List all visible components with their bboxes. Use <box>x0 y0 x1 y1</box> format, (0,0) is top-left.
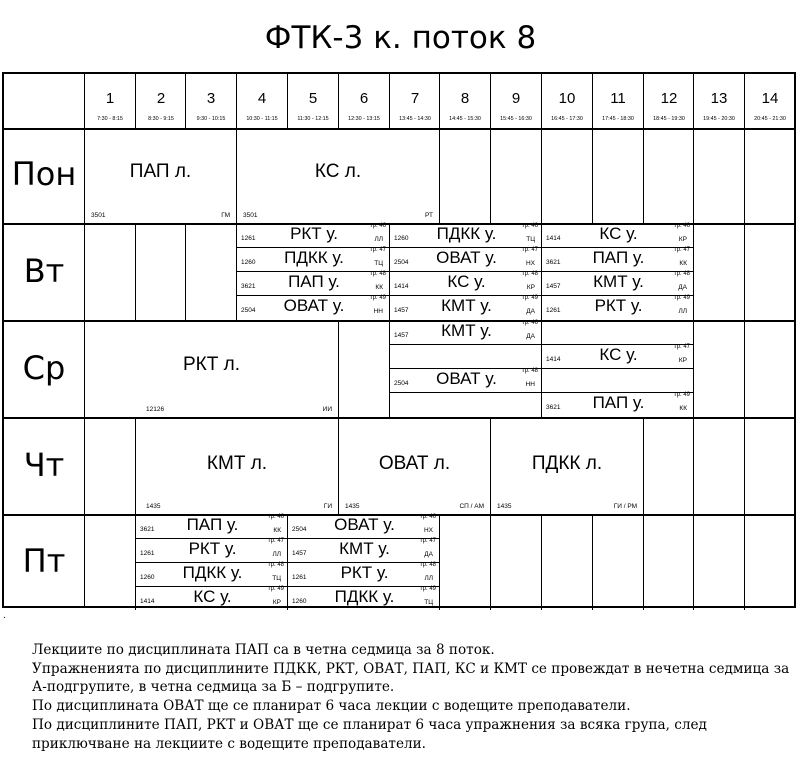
grid-line <box>338 320 339 417</box>
column-time: 8:30 - 9:15 <box>148 116 174 122</box>
exercise-room: 1260 <box>241 259 256 266</box>
grid-line <box>338 74 339 128</box>
column-time: 10:30 - 11:15 <box>246 116 278 122</box>
exercise-group: гр. 47 <box>420 538 436 544</box>
lecture-cell[interactable] <box>339 418 490 514</box>
exercise-room: 3621 <box>546 259 561 266</box>
lecture-room: 1435 <box>497 503 512 510</box>
exercise-name: ОВАТ у. <box>334 515 395 534</box>
exercise-group: гр. 46 <box>268 514 284 520</box>
exercise-name: ПДКК у. <box>182 563 243 582</box>
exercise-professor: ДА <box>424 551 433 558</box>
column-number: 2 <box>156 90 166 107</box>
grid-line <box>693 417 694 514</box>
note-line: Упражненията по дисциплините ПДКК, РКТ, ОВАТ, ПАП, КС и КМТ се провеждат в нечетна седмица за А-подгрупите, в четна седмица за Б – подгрупите. <box>32 660 790 696</box>
grid-line <box>693 223 694 320</box>
grid-line <box>744 417 745 514</box>
grid-line <box>592 74 593 128</box>
exercise-cell[interactable] <box>237 247 389 271</box>
exercise-cell[interactable] <box>237 295 389 319</box>
lecture-name: КМТ л. <box>206 453 268 474</box>
day-label-monday: Пон <box>11 155 77 193</box>
column-number: 5 <box>308 90 318 107</box>
exercise-room: 1260 <box>394 235 409 242</box>
exercise-group: гр. 49 <box>674 295 690 301</box>
exercise-name: КМТ у. <box>441 296 492 315</box>
grid-line <box>643 128 644 223</box>
exercise-cell[interactable] <box>390 320 541 344</box>
exercise-group: гр. 47 <box>674 247 690 253</box>
exercise-room: 1457 <box>394 307 409 314</box>
exercise-room: 3621 <box>241 283 256 290</box>
day-label-friday: Пт <box>22 542 66 580</box>
column-number: 13 <box>710 90 728 107</box>
note-line: Лекциите по дисциплината ПАП са в четна седмица за 8 поток. <box>32 642 495 658</box>
grid-line <box>439 74 440 128</box>
exercise-professor: КР <box>678 357 687 364</box>
exercise-group: гр. 49 <box>674 392 690 398</box>
exercise-cell[interactable] <box>288 538 439 562</box>
exercise-room: 2504 <box>394 380 409 387</box>
lecture-cell[interactable] <box>237 129 439 223</box>
exercise-professor: ЛЛ <box>272 551 281 558</box>
column-number: 14 <box>761 90 779 107</box>
grid-line <box>490 128 491 223</box>
exercise-professor: КК <box>679 260 687 267</box>
column-number: 3 <box>206 90 216 107</box>
column-number: 4 <box>257 90 267 107</box>
exercise-room: 1261 <box>546 307 561 314</box>
exercise-name: КС у. <box>193 587 232 606</box>
exercise-professor: КК <box>679 405 687 412</box>
grid-line <box>643 417 644 514</box>
lecture-room: 3501 <box>91 212 106 219</box>
exercise-professor: ТЦ <box>374 260 383 267</box>
exercise-cell[interactable] <box>136 586 287 610</box>
column-number: 12 <box>660 90 678 107</box>
lecture-cell[interactable] <box>85 129 236 223</box>
exercise-group: гр. 48 <box>370 271 386 277</box>
grid-line <box>541 514 542 610</box>
exercise-professor: НХ <box>423 527 433 534</box>
exercise-name: КМТ у. <box>593 272 644 291</box>
exercise-cell[interactable] <box>390 223 541 247</box>
column-number: 8 <box>460 90 470 107</box>
grid-line <box>135 223 136 320</box>
exercise-cell[interactable] <box>288 562 439 586</box>
exercise-room: 1261 <box>292 574 307 581</box>
exercise-cell[interactable] <box>237 271 389 295</box>
exercise-professor: ТЦ <box>272 575 281 582</box>
exercise-cell[interactable] <box>136 562 287 586</box>
exercise-name: КС у. <box>447 272 486 291</box>
exercise-professor: КР <box>526 284 535 291</box>
day-label-wednesday: Ср <box>22 349 66 387</box>
exercise-room: 1414 <box>546 356 561 363</box>
exercise-group: гр. 46 <box>674 223 690 229</box>
lecture-room: 1435 <box>345 503 360 510</box>
exercise-cell[interactable] <box>136 538 287 562</box>
exercise-group: гр. 46 <box>420 514 436 520</box>
day-label-thursday: Чт <box>23 446 65 484</box>
exercise-room: 1414 <box>140 598 155 605</box>
day-label-tuesday: Вт <box>23 252 65 290</box>
footnote-marker: . <box>3 610 6 621</box>
exercise-professor: КР <box>272 599 281 606</box>
exercise-room: 1261 <box>140 550 155 557</box>
exercise-cell[interactable] <box>288 514 439 538</box>
exercise-name: ПАП у. <box>288 272 340 291</box>
exercise-professor: ДА <box>526 333 535 340</box>
exercise-cell[interactable] <box>288 586 439 610</box>
exercise-room: 1457 <box>546 283 561 290</box>
exercise-professor: ЛЛ <box>424 575 433 582</box>
exercise-professor: НН <box>373 308 383 315</box>
page-title: ФТК-3 к. поток 8 <box>264 20 537 56</box>
exercise-room: 1457 <box>394 332 409 339</box>
column-time: 11:30 - 12:15 <box>297 116 329 122</box>
exercise-name: ОВАТ у. <box>436 248 497 267</box>
exercise-room: 1261 <box>241 235 256 242</box>
exercise-group: гр. 49 <box>522 295 538 301</box>
exercise-room: 1414 <box>394 283 409 290</box>
lecture-professor: ИИ <box>322 406 332 413</box>
grid-line <box>744 320 745 417</box>
exercise-room: 3621 <box>140 526 155 533</box>
grid-line <box>693 514 694 610</box>
grid-line <box>287 74 288 128</box>
column-time: 17:45 - 18:30 <box>602 116 634 122</box>
exercise-name: РКТ у. <box>290 224 338 243</box>
exercise-group: гр. 48 <box>420 562 436 568</box>
exercise-name: РКТ у. <box>188 539 237 558</box>
exercise-room: 2504 <box>292 526 307 533</box>
exercise-professor: ТЦ <box>424 599 433 606</box>
exercise-name: ОВАТ у. <box>283 296 345 315</box>
lecture-cell[interactable] <box>85 321 338 417</box>
exercise-name: КМТ у. <box>441 321 492 340</box>
exercise-group: гр. 48 <box>522 368 538 374</box>
exercise-room: 2504 <box>241 307 256 314</box>
exercise-cell[interactable] <box>542 247 693 271</box>
exercise-group: гр. 49 <box>268 586 284 592</box>
grid-line <box>744 74 745 128</box>
exercise-professor: КР <box>678 236 687 243</box>
exercise-cell[interactable] <box>390 247 541 271</box>
exercise-name: ОВАТ у. <box>436 369 497 388</box>
exercise-group: гр. 47 <box>674 344 690 350</box>
column-time: 7:30 - 8:15 <box>97 116 123 122</box>
exercise-cell[interactable] <box>136 514 287 538</box>
lecture-professor: РТ <box>424 212 433 219</box>
exercise-group: гр. 49 <box>370 295 386 301</box>
column-time: 16:45 - 17:30 <box>551 116 583 122</box>
lecture-room: 12126 <box>146 406 165 413</box>
exercise-group: гр. 48 <box>522 271 538 277</box>
exercise-cell[interactable] <box>542 295 693 319</box>
exercise-name: ПАП у. <box>186 515 239 534</box>
lecture-professor: ГИ / РМ <box>613 503 637 510</box>
exercise-group: гр. 46 <box>522 223 538 229</box>
exercise-room: 1414 <box>546 235 561 242</box>
grid-line <box>693 128 694 223</box>
lecture-name: ОВАТ л. <box>378 453 451 474</box>
exercise-professor: ЛЛ <box>678 308 687 315</box>
exercise-cell[interactable] <box>390 271 541 295</box>
exercise-group: гр. 46 <box>370 223 386 229</box>
lecture-room: 1435 <box>146 503 161 510</box>
column-time: 15:45 - 16:30 <box>500 116 532 122</box>
column-number: 9 <box>511 90 521 107</box>
column-number: 10 <box>558 90 576 107</box>
grid-line <box>643 514 644 610</box>
grid-line <box>490 74 491 128</box>
exercise-professor: КК <box>375 284 383 291</box>
lecture-name: КС л. <box>314 161 362 182</box>
exercise-room: 2504 <box>394 259 409 266</box>
exercise-professor: НХ <box>525 260 535 267</box>
lecture-cell[interactable] <box>491 418 643 514</box>
grid-line <box>744 514 745 610</box>
exercise-group: гр. 46 <box>522 320 538 326</box>
column-time: 12:30 - 13:15 <box>348 116 380 122</box>
grid-line <box>592 128 593 223</box>
lecture-cell[interactable] <box>136 418 338 514</box>
exercise-cell[interactable] <box>542 271 693 295</box>
grid-line <box>490 514 491 610</box>
exercise-cell[interactable] <box>542 223 693 247</box>
schedule-table <box>2 72 796 608</box>
grid-line <box>541 74 542 128</box>
exercise-cell[interactable] <box>237 223 389 247</box>
lecture-name: РКТ л. <box>183 354 240 375</box>
exercise-group: гр. 48 <box>674 271 690 277</box>
exercise-professor: ТЦ <box>526 236 535 243</box>
grid-line <box>693 320 694 417</box>
exercise-room: 3621 <box>546 404 561 411</box>
column-time: 13:45 - 14:30 <box>399 116 431 122</box>
grid-line <box>541 128 542 223</box>
exercise-room: 1260 <box>140 574 155 581</box>
exercise-room: 1260 <box>292 598 307 605</box>
exercise-cell[interactable] <box>542 392 693 416</box>
column-time: 20:45 - 21:30 <box>754 116 786 122</box>
exercise-professor: ДА <box>526 308 535 315</box>
lecture-professor: ГИ <box>323 503 332 510</box>
exercise-professor: НН <box>525 381 535 388</box>
exercise-name: ПАП у. <box>592 248 645 267</box>
exercise-name: КС у. <box>599 345 638 364</box>
exercise-group: гр. 47 <box>268 538 284 544</box>
exercise-name: ПДКК у. <box>284 248 344 267</box>
grid-line <box>135 74 136 128</box>
exercise-professor: ЛЛ <box>374 236 383 243</box>
column-time: 14:45 - 15:30 <box>449 116 481 122</box>
grid-line <box>389 74 390 128</box>
exercise-name: КС у. <box>599 224 638 243</box>
lecture-room: 3501 <box>243 212 258 219</box>
grid-line <box>185 74 186 128</box>
grid-line <box>744 128 745 223</box>
exercise-name: ПДКК у. <box>334 587 395 606</box>
exercise-group: гр. 49 <box>420 586 436 592</box>
exercise-cell[interactable] <box>390 295 541 319</box>
lecture-professor: ГМ <box>221 212 230 219</box>
exercise-group: гр. 47 <box>522 247 538 253</box>
exercise-name: РКТ у. <box>594 296 643 315</box>
note-line: По дисциплината ОВАТ ще се планират 6 часа лекции с водещите преподаватели. <box>32 698 631 715</box>
grid-line <box>439 128 440 223</box>
lecture-name: ПДКК л. <box>531 453 603 474</box>
column-number: 7 <box>410 90 420 107</box>
lecture-professor: СП / АМ <box>459 503 484 510</box>
grid-line <box>439 514 440 610</box>
exercise-group: гр. 47 <box>370 247 386 253</box>
exercise-group: гр. 48 <box>268 562 284 568</box>
grid-line <box>744 223 745 320</box>
exercise-professor: ДА <box>678 284 687 291</box>
notes-section <box>32 641 792 753</box>
exercise-name: ПДКК у. <box>436 224 497 243</box>
column-number: 11 <box>610 90 626 107</box>
exercise-name: ПАП у. <box>592 393 645 412</box>
note-line: По дисциплините ПАП, РКТ и ОВАТ ще се планират 6 часа упражнения за всяка група, след приключване на лекциите с водещите преподаватели. <box>32 716 707 752</box>
exercise-name: РКТ у. <box>340 563 389 582</box>
column-time: 18:45 - 19:30 <box>653 116 685 122</box>
grid-line <box>643 74 644 128</box>
grid-line <box>693 74 694 128</box>
column-time: 19:45 - 20:30 <box>703 116 735 122</box>
column-number: 6 <box>359 90 369 107</box>
exercise-professor: КК <box>273 527 281 534</box>
grid-line <box>185 223 186 320</box>
lecture-name: ПАП л. <box>129 161 192 182</box>
column-time: 9:30 - 10:15 <box>196 116 226 122</box>
column-number: 1 <box>105 90 115 107</box>
exercise-cell[interactable] <box>390 368 541 392</box>
exercise-name: КМТ у. <box>339 539 390 558</box>
grid-line <box>236 74 237 128</box>
grid-line <box>592 514 593 610</box>
exercise-room: 1457 <box>292 550 307 557</box>
exercise-cell[interactable] <box>542 344 693 368</box>
